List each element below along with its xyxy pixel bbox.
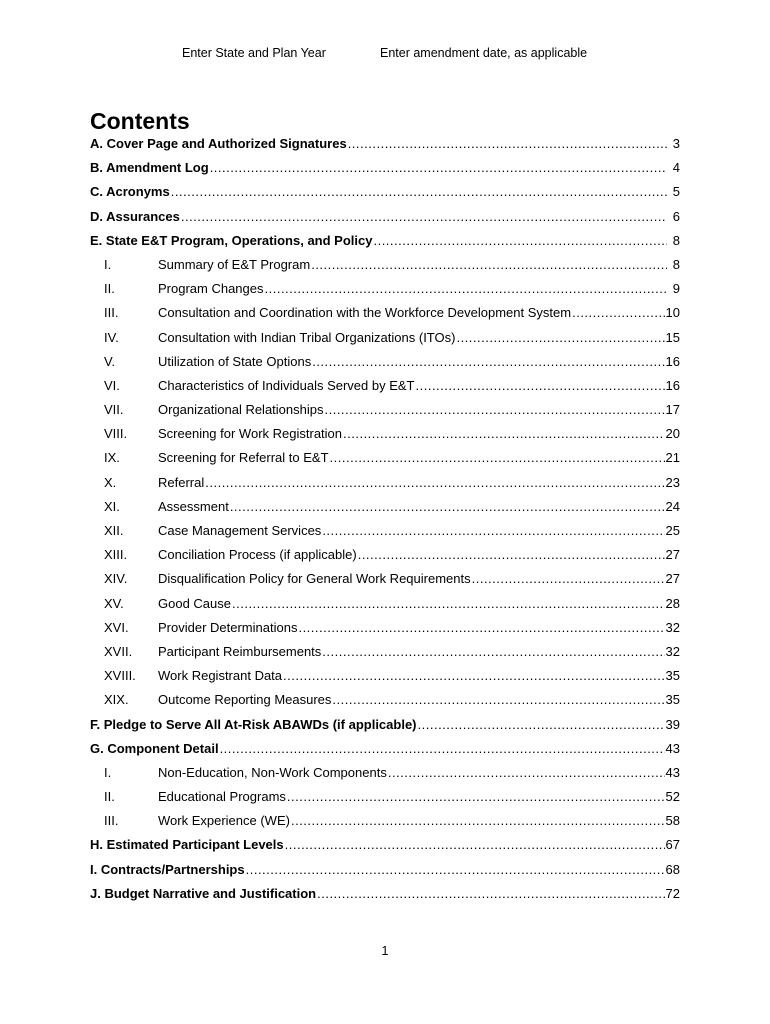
toc-subsection-link[interactable] (90, 765, 680, 789)
toc-dot-leader (332, 692, 664, 707)
toc-dot-leader (220, 741, 665, 756)
toc-page-number: 35 (665, 668, 680, 684)
toc-dot-leader (472, 571, 665, 586)
toc-roman-numeral: III. (104, 305, 119, 321)
toc-page-number: 23 (665, 474, 680, 490)
toc-page-number: 16 (665, 353, 680, 369)
toc-page-number: 27 (665, 547, 680, 563)
toc-section-link[interactable] (90, 136, 680, 160)
toc-entry-label: Program Changes (158, 281, 264, 297)
toc-section-link[interactable] (90, 837, 680, 861)
toc-entry-label: H. Estimated Participant Levels (90, 837, 284, 853)
toc-entry-label: F. Pledge to Serve All At-Risk ABAWDs (if applicable) (90, 716, 417, 732)
toc-dot-leader (358, 547, 665, 562)
toc-page-number: 24 (665, 498, 680, 514)
toc-subsection-link[interactable] (90, 305, 680, 329)
toc-roman-numeral: I. (104, 256, 112, 272)
toc-dot-leader (330, 450, 665, 465)
toc-entry-label: Educational Programs (158, 789, 286, 805)
toc-dot-leader (373, 233, 667, 248)
toc-subsection-link[interactable] (90, 813, 680, 837)
toc-roman-numeral: I. (104, 764, 112, 780)
toc-subsection-link[interactable] (90, 281, 680, 305)
toc-entry-label: Work Registrant Data (158, 668, 283, 684)
toc-entry-label: Participant Reimbursements (158, 643, 322, 659)
table-of-contents (90, 136, 680, 910)
toc-dot-leader (210, 160, 667, 175)
toc-subsection-link[interactable] (90, 571, 680, 595)
toc-roman-numeral: III. (104, 813, 119, 829)
toc-page-number: 27 (665, 571, 680, 587)
toc-roman-numeral: V. (104, 353, 116, 369)
page-number: 1 (381, 944, 389, 958)
toc-dot-leader (572, 305, 664, 320)
toc-dot-leader (181, 209, 667, 224)
toc-dot-leader (285, 837, 665, 852)
toc-dot-leader (322, 523, 664, 538)
toc-page-number: 9 (672, 281, 680, 297)
toc-roman-numeral: XII. (104, 523, 124, 538)
toc-dot-leader (324, 402, 664, 417)
toc-entry-label: D. Assurances (90, 208, 180, 224)
toc-entry-label: Assessment (158, 498, 229, 514)
toc-entry-label: Screening for Work Registration (158, 426, 343, 442)
toc-entry-label: Disqualification Policy for General Work Requirements (158, 571, 471, 587)
toc-page-number: 15 (665, 329, 680, 345)
toc-roman-numeral: IV. (104, 329, 119, 345)
toc-subsection-link[interactable] (90, 499, 680, 523)
toc-entry-label: I. Contracts/Partnerships (90, 861, 245, 877)
contents-heading: Contents (90, 108, 190, 134)
toc-roman-numeral: XIV. (104, 571, 128, 587)
toc-roman-numeral: IX. (104, 450, 120, 466)
toc-page-number: 5 (672, 184, 680, 200)
toc-entry-label: Utilization of State Options (158, 353, 312, 369)
toc-page-number: 68 (665, 861, 680, 877)
toc-page-number: 35 (665, 692, 680, 708)
toc-subsection-link[interactable] (90, 547, 680, 571)
toc-entry-label: Good Cause (158, 595, 231, 611)
toc-page-number: 25 (665, 523, 680, 538)
toc-section-link[interactable] (90, 184, 680, 208)
toc-dot-leader (312, 354, 664, 369)
toc-dot-leader (322, 644, 664, 659)
toc-page-number: 21 (665, 450, 680, 466)
toc-entry-label: E. State E&T Program, Operations, and Policy (90, 232, 373, 248)
toc-section-link[interactable] (90, 886, 680, 910)
toc-dot-leader (416, 378, 665, 393)
toc-page-number: 20 (665, 426, 680, 442)
toc-roman-numeral: XIX. (104, 692, 129, 708)
toc-subsection-link[interactable] (90, 789, 680, 813)
toc-entry-label: B. Amendment Log (90, 160, 209, 176)
toc-subsection-link[interactable] (90, 668, 680, 692)
toc-dot-leader (311, 257, 667, 272)
toc-roman-numeral: XI. (104, 498, 120, 514)
toc-entry-label: Organizational Relationships (158, 402, 324, 418)
toc-subsection-link[interactable] (90, 257, 680, 281)
toc-page-number: 3 (672, 136, 680, 151)
toc-dot-leader (317, 886, 664, 901)
toc-roman-numeral: II. (104, 789, 115, 805)
toc-dot-leader (265, 281, 668, 296)
toc-section-link[interactable] (90, 209, 680, 233)
toc-entry-label: Screening for Referral to E&T (158, 450, 329, 466)
toc-roman-numeral: XVI. (104, 619, 129, 635)
header-state-plan-year: Enter State and Plan Year (182, 46, 326, 60)
header-amendment-date: Enter amendment date, as applicable (380, 46, 588, 60)
toc-dot-leader (287, 789, 665, 804)
toc-section-link[interactable] (90, 862, 680, 886)
toc-dot-leader (205, 475, 664, 490)
toc-subsection-link[interactable] (90, 596, 680, 620)
toc-entry-label: Consultation with Indian Tribal Organizations (ITOs) (158, 329, 456, 345)
toc-roman-numeral: X. (104, 474, 117, 490)
toc-dot-leader (298, 620, 664, 635)
toc-page-number: 43 (665, 740, 680, 756)
toc-page-number: 17 (665, 402, 680, 418)
toc-dot-leader (343, 426, 665, 441)
toc-page-number: 10 (665, 305, 680, 321)
toc-dot-leader (283, 668, 665, 683)
toc-dot-leader (171, 184, 667, 199)
toc-entry-label: Case Management Services (158, 523, 322, 538)
toc-dot-leader (246, 862, 665, 877)
toc-entry-label: G. Component Detail (90, 740, 219, 756)
toc-subsection-link[interactable] (90, 523, 680, 547)
toc-entry-label: A. Cover Page and Authorized Signatures (90, 136, 347, 151)
toc-entry-label: Work Experience (WE) (158, 813, 290, 829)
toc-section-link[interactable] (90, 717, 680, 741)
toc-roman-numeral: II. (104, 281, 115, 297)
toc-roman-numeral: XVIII. (104, 668, 136, 684)
toc-dot-leader (456, 330, 664, 345)
toc-entry-label: Consultation and Coordination with the Workforce Development System (158, 305, 572, 321)
toc-page-number: 16 (665, 377, 680, 393)
toc-dot-leader (230, 499, 665, 514)
toc-subsection-link[interactable] (90, 692, 680, 716)
toc-page-number: 58 (665, 813, 680, 829)
toc-subsection-link[interactable] (90, 330, 680, 354)
toc-page-number: 67 (665, 837, 680, 853)
toc-dot-leader (232, 596, 665, 611)
toc-roman-numeral: XIII. (104, 547, 128, 563)
toc-page-number: 43 (665, 764, 680, 780)
toc-entry-label: Non-Education, Non-Work Components (158, 764, 387, 780)
toc-page-number: 4 (672, 160, 680, 176)
toc-page-number: 52 (665, 789, 680, 805)
toc-roman-numeral: XV. (104, 595, 124, 611)
toc-entry-label: Characteristics of Individuals Served by E&T (158, 377, 415, 393)
toc-entry-label: Outcome Reporting Measures (158, 692, 332, 708)
toc-page-number: 8 (672, 256, 680, 272)
toc-subsection-link[interactable] (90, 450, 680, 474)
toc-roman-numeral: VI. (104, 377, 120, 393)
toc-page-number: 72 (665, 885, 680, 901)
toc-entry-label: C. Acronyms (90, 184, 170, 200)
toc-entry-label: Referral (158, 474, 205, 490)
toc-roman-numeral: VIII. (104, 426, 128, 442)
toc-subsection-link[interactable] (90, 644, 680, 668)
toc-dot-leader (291, 813, 665, 828)
toc-entry-label: Provider Determinations (158, 619, 298, 635)
toc-page-number: 39 (665, 716, 680, 732)
toc-subsection-link[interactable] (90, 475, 680, 499)
toc-roman-numeral: XVII. (104, 643, 133, 659)
toc-roman-numeral: VII. (104, 402, 124, 418)
toc-page-number: 28 (665, 595, 680, 611)
toc-section-link[interactable] (90, 233, 680, 257)
toc-subsection-link[interactable] (90, 354, 680, 378)
toc-page-number: 32 (665, 619, 680, 635)
toc-page-number: 8 (672, 232, 680, 248)
toc-section-link[interactable] (90, 160, 680, 184)
toc-subsection-link[interactable] (90, 426, 680, 450)
toc-page-number: 6 (672, 208, 680, 224)
toc-section-link[interactable] (90, 741, 680, 765)
toc-subsection-link[interactable] (90, 620, 680, 644)
toc-entry-label: J. Budget Narrative and Justification (90, 885, 317, 901)
toc-entry-label: Conciliation Process (if applicable) (158, 547, 357, 563)
toc-dot-leader (348, 136, 667, 151)
toc-subsection-link[interactable] (90, 402, 680, 426)
toc-entry-label: Summary of E&T Program (158, 256, 311, 272)
toc-dot-leader (388, 765, 665, 780)
toc-page-number: 32 (665, 643, 680, 659)
toc-subsection-link[interactable] (90, 378, 680, 402)
toc-dot-leader (418, 717, 665, 732)
